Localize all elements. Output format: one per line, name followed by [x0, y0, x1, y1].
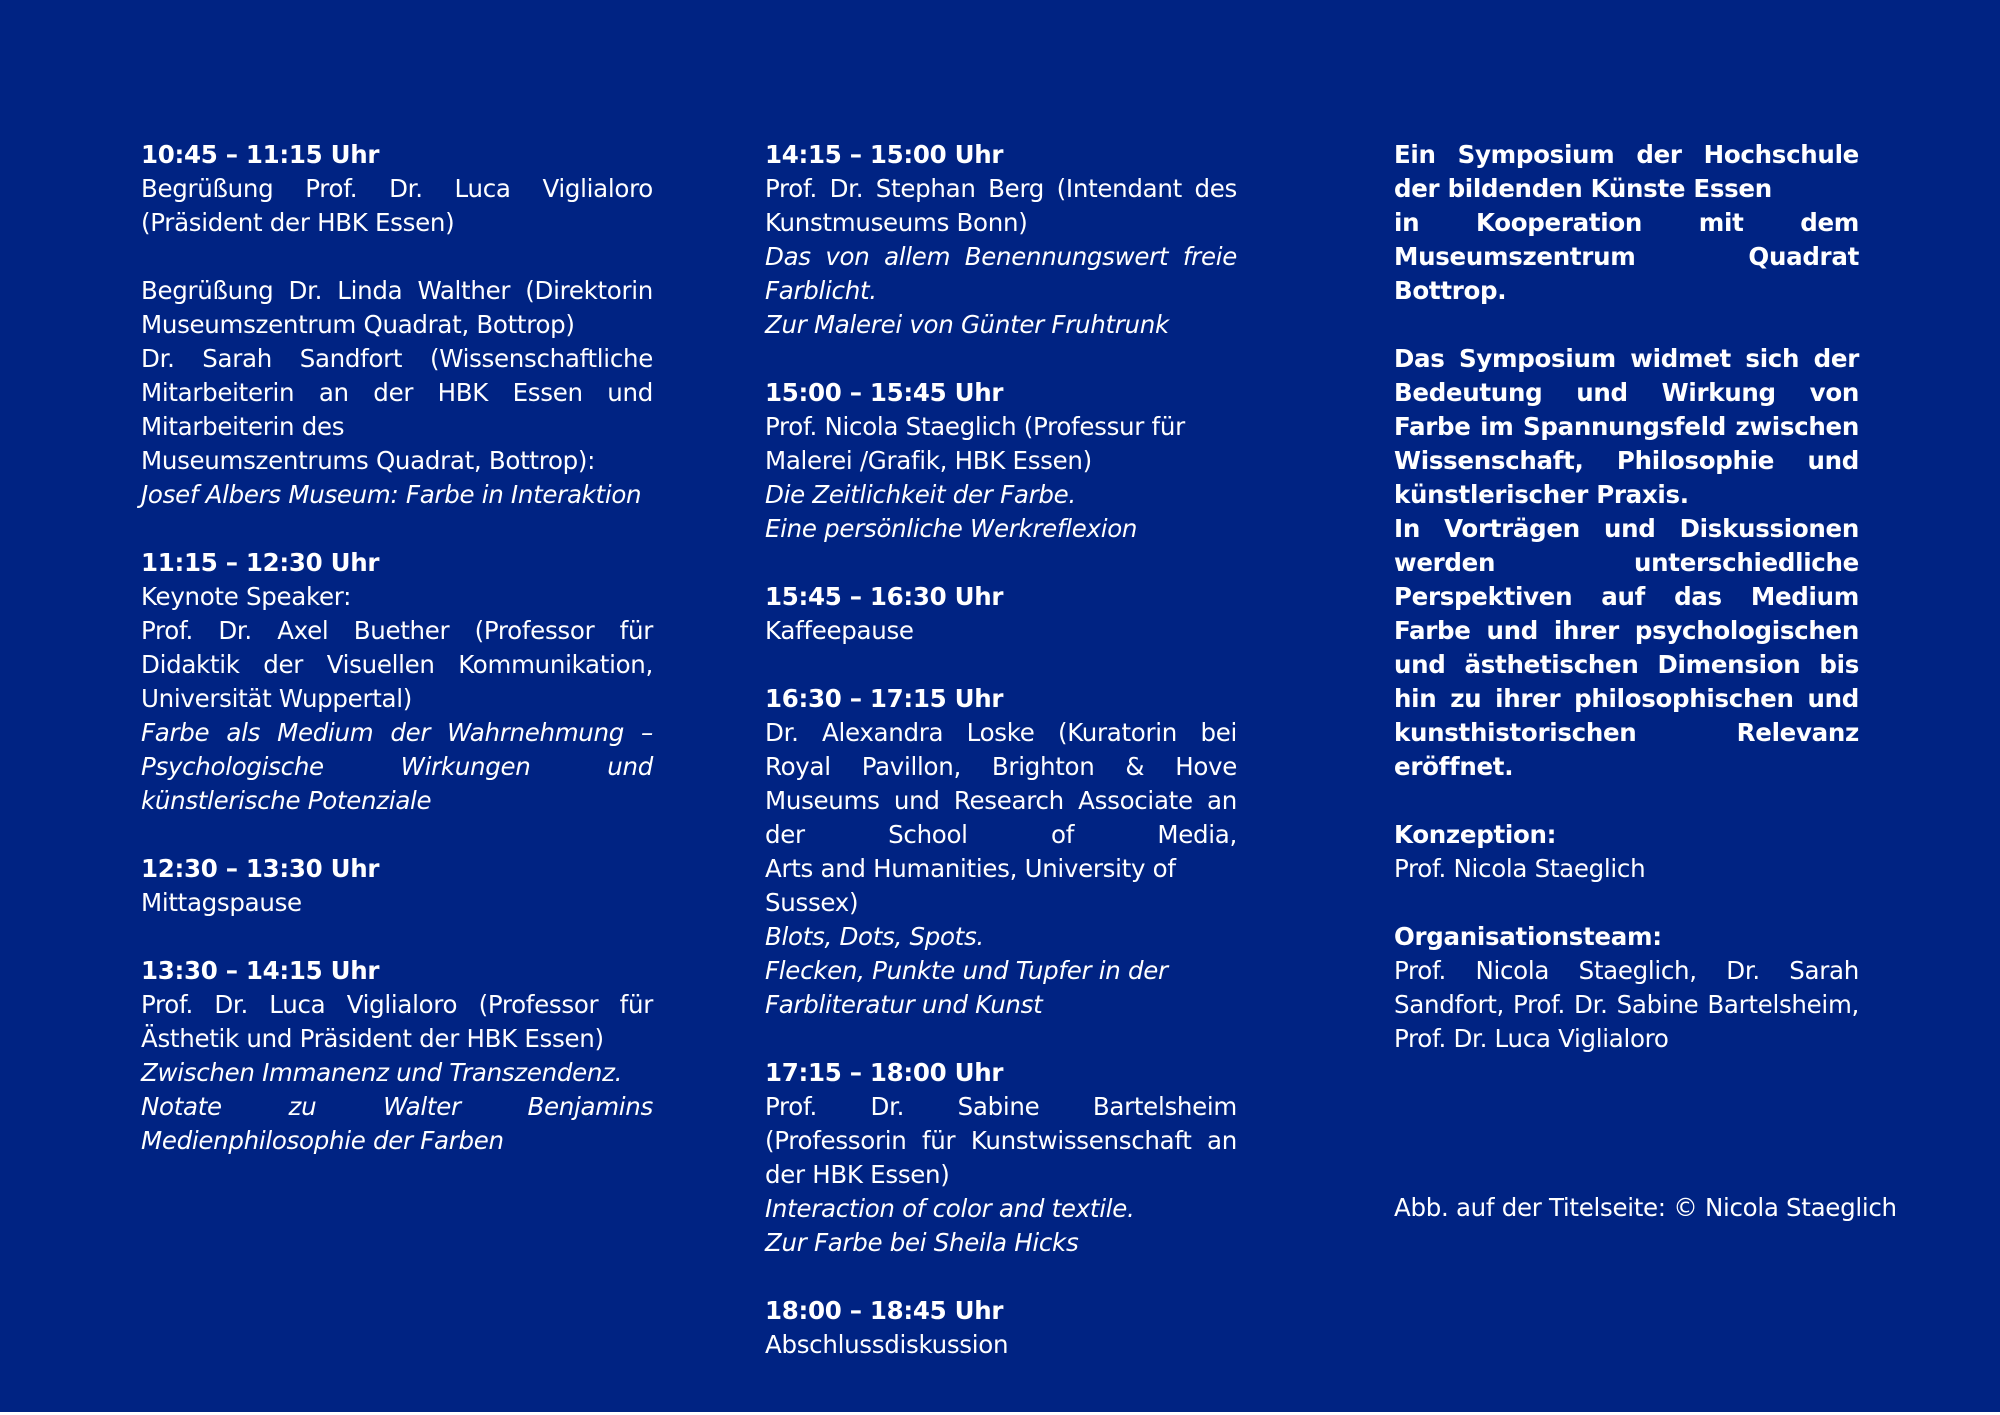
- welcome-text: Begrüßung Dr. Linda Walther (Direktorin Museumszentrum Quadrat, Bottrop): [141, 276, 653, 339]
- image-credit: Abb. auf der Titelseite: © Nicola Staeglich: [1394, 1193, 1897, 1222]
- talk-title: Josef Albers Museum: Farbe in Interaktion: [141, 480, 642, 509]
- speaker-text: Prof. Dr. Sabine Bartelsheim (Professorin für Kunstwissenschaft an der HBK Essen): [765, 1092, 1237, 1189]
- symposium-intro: [1394, 138, 1859, 308]
- session-1045-continued: [141, 274, 653, 512]
- symposium-description: [1394, 342, 1859, 784]
- talk-subtitle: Flecken, Punkte und Tupfer in der Farbliteratur und Kunst: [765, 956, 1168, 1019]
- talk-title: Das von allem Benennungswert freie Farblicht.: [765, 242, 1237, 305]
- session-1415: [765, 138, 1237, 342]
- speaker-text: Prof. Dr. Stephan Berg (Intendant des Kunstmuseums Bonn): [765, 174, 1237, 237]
- speaker-text: Museumszentrums Quadrat, Bottrop):: [141, 446, 596, 475]
- session-1045: [141, 138, 653, 240]
- speaker-text: Dr. Alexandra Loske (Kuratorin bei Royal Pavillon, Brighton & Hove Museums und Research Associate an der School of Media,: [765, 718, 1237, 849]
- talk-subtitle: Eine persönliche Werkreflexion: [765, 514, 1138, 543]
- break-text: Mittagspause: [141, 888, 302, 917]
- talk-subtitle: Zur Malerei von Günter Fruhtrunk: [765, 310, 1169, 339]
- session-time: 14:15 – 15:00 Uhr: [765, 140, 1004, 169]
- speaker-text: Prof. Dr. Axel Buether (Professor für Didaktik der Visuellen Kommunikation, Universität Wuppertal): [141, 616, 653, 713]
- description-text: Das Symposium widmet sich der Bedeutung und Wirkung von Farbe im Spannungsfeld zwischen Wissenschaft, Philosophie und künstlerischer Praxis.: [1394, 344, 1859, 509]
- concept-section: [1394, 818, 1859, 886]
- session-time: 15:45 – 16:30 Uhr: [765, 582, 1004, 611]
- session-time: 18:00 – 18:45 Uhr: [765, 1296, 1004, 1325]
- info-column: [1394, 138, 1859, 1090]
- session-1230: [141, 852, 653, 920]
- concept-label: Konzeption:: [1394, 820, 1557, 849]
- talk-title: Blots, Dots, Spots.: [765, 922, 984, 951]
- concept-name: Prof. Nicola Staeglich: [1394, 854, 1646, 883]
- session-time: 17:15 – 18:00 Uhr: [765, 1058, 1004, 1087]
- description-text: In Vorträgen und Diskussionen werden unterschiedliche Perspektiven auf das Medium Farbe und ihrer psychologischen und ästhetischen Dimension bis hin zu ihrer philosophischen und kunsthistorischen Relevanz eröffnet.: [1394, 514, 1859, 781]
- session-1500: [765, 376, 1237, 546]
- program-column-2: [765, 138, 1237, 1396]
- session-time: 13:30 – 14:15 Uhr: [141, 956, 380, 985]
- speaker-text: Malerei /Grafik, HBK Essen): [765, 446, 1092, 475]
- talk-title: Die Zeitlichkeit der Farbe.: [765, 480, 1076, 509]
- team-names: Prof. Nicola Staeglich, Dr. Sarah Sandfort, Prof. Dr. Sabine Bartelsheim, Prof. Dr. Luca Viglialoro: [1394, 956, 1859, 1053]
- session-time: 11:15 – 12:30 Uhr: [141, 548, 380, 577]
- program-column-1: [141, 138, 653, 1192]
- session-1545: [765, 580, 1237, 648]
- talk-subtitle: Zur Farbe bei Sheila Hicks: [765, 1228, 1079, 1257]
- session-time: 16:30 – 17:15 Uhr: [765, 684, 1004, 713]
- session-time: 10:45 – 11:15 Uhr: [141, 140, 380, 169]
- session-1630: [765, 682, 1237, 1022]
- welcome-text: Begrüßung Prof. Dr. Luca Viglialoro (Präsident der HBK Essen): [141, 174, 653, 237]
- speaker-text: Arts and Humanities, University of Sussex): [765, 854, 1176, 917]
- keynote-label: Keynote Speaker:: [141, 582, 352, 611]
- intro-text: Ein Symposium der Hochschule der bildenden Künste Essen: [1394, 140, 1859, 203]
- speaker-text: Prof. Nicola Staeglich (Professur für: [765, 412, 1185, 441]
- team-label: Organisationsteam:: [1394, 922, 1662, 951]
- session-1715: [765, 1056, 1237, 1260]
- speaker-text: Dr. Sarah Sandfort (Wissenschaftliche Mitarbeiterin an der HBK Essen und Mitarbeiterin des: [141, 344, 653, 441]
- team-section: [1394, 920, 1859, 1056]
- session-1330: [141, 954, 653, 1158]
- talk-title: Zwischen Immanenz und Transzendenz.: [141, 1058, 623, 1087]
- talk-title: Farbe als Medium der Wahrnehmung – Psychologische Wirkungen und künstlerische Potenziale: [141, 718, 653, 815]
- talk-title: Interaction of color and textile.: [765, 1194, 1135, 1223]
- closing-text: Abschlussdiskussion: [765, 1330, 1009, 1359]
- session-1800: [765, 1294, 1237, 1362]
- session-time: 12:30 – 13:30 Uhr: [141, 854, 380, 883]
- talk-subtitle: Notate zu Walter Benjamins Medienphilosophie der Farben: [141, 1092, 653, 1155]
- intro-text: in Kooperation mit dem Museumszentrum Quadrat Bottrop.: [1394, 208, 1859, 305]
- session-1115: [141, 546, 653, 818]
- speaker-text: Prof. Dr. Luca Viglialoro (Professor für Ästhetik und Präsident der HBK Essen): [141, 990, 653, 1053]
- break-text: Kaffeepause: [765, 616, 914, 645]
- session-time: 15:00 – 15:45 Uhr: [765, 378, 1004, 407]
